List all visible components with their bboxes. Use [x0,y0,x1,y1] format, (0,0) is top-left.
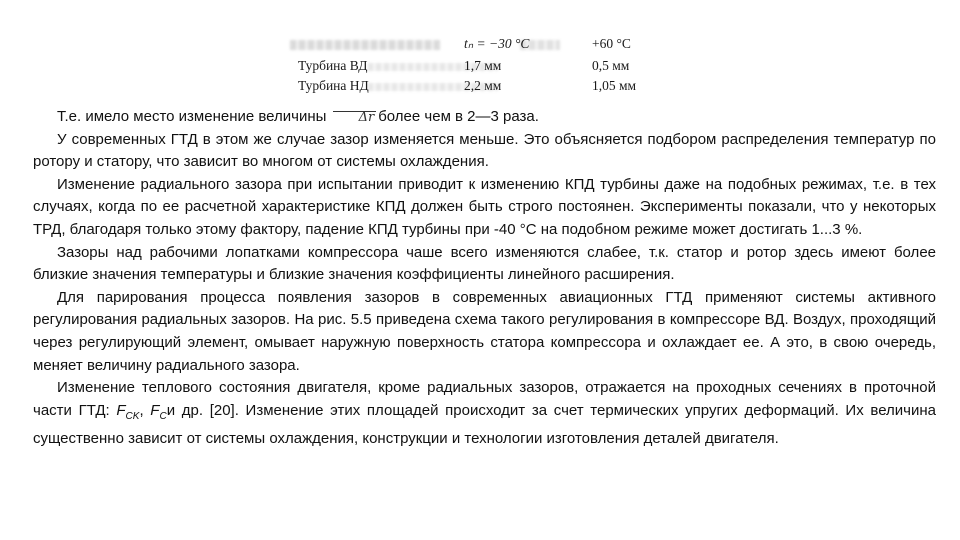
paragraph: У современных ГТД в этом же случае зазор изменяется меньше. Это объясняется подбором распределения температур по ротору и статору, что зависит во многом от системы охлаждения. [33,130,936,171]
table-header-col1: tₙ = −30 °C [464,36,530,51]
table-row-label: Турбина ВД [298,58,368,73]
paragraph-text: и др. [20]. Изменение этих площадей происходит за счет термических упругих деформаций. Их величина существенно зависит от системы охлаждения, конструкции и технологии изготовления деталей двигателя. [33,401,936,448]
table-cell: 1,05 мм [592,78,637,93]
paragraph: Зазоры над рабочими лопатками компрессора чаше всего изменяются слабее, т.к. статор и ротор здесь имеют более близкие значения температуры и близкие значения коэффициенты линейного расширения. [33,243,936,284]
formula-symbol: F [116,401,126,419]
paragraph-text: , [139,401,151,419]
paragraph-text: более чем в 2—3 раза. [378,108,539,125]
paragraph: Изменение радиального зазора при испытании приводит к изменению КПД турбины даже на подобных режимах, т.е. в тех случаях, когда по ее расчетной характеристике КПД должен быть строго постоянен. Эксперименты показали, что у некоторых ТРД, благодаря только этому фактору, падение КПД турбины при -40 °С на подобном режиме может достигать 1...3 %. [33,175,936,238]
temperature-clearance-table [288,30,648,100]
table-cell: 0,5 мм [592,58,630,73]
paragraph-text: Т.е. имело место изменение величины [57,108,327,125]
paragraph-text: Изменение теплового состояния двигателя, кроме радиальных зазоров, отражается на проходных сечениях в проточной части ГТД: [33,379,936,419]
paragraph [33,106,936,129]
delta-r-symbol: Δr [333,111,377,124]
formula-symbol: F [150,401,160,419]
body-text [33,106,936,451]
table-cell: 2,2 мм [464,78,502,93]
formula-subscript: C [159,410,167,422]
paragraph [33,377,936,451]
table-cell: 1,7 мм [464,58,502,73]
paragraph: Для парирования процесса появления зазоров в современных авиационных ГТД применяют системы активного регулирования радиальных зазоров. На рис. 5.5 приведена схема такого регулирования в компрессоре ВД. Воздух, проходящий через регулирующий элемент, омывает наружную поверхность статора компрессора и охлаждает ее. А это, в свою очередь, меняет величину радиального зазора. [33,288,936,374]
formula-subscript: CK [125,410,140,422]
table-header-col2: +60 °C [592,36,631,51]
blurred-header-text [290,40,440,50]
table-row-label: Турбина НД [298,78,369,93]
